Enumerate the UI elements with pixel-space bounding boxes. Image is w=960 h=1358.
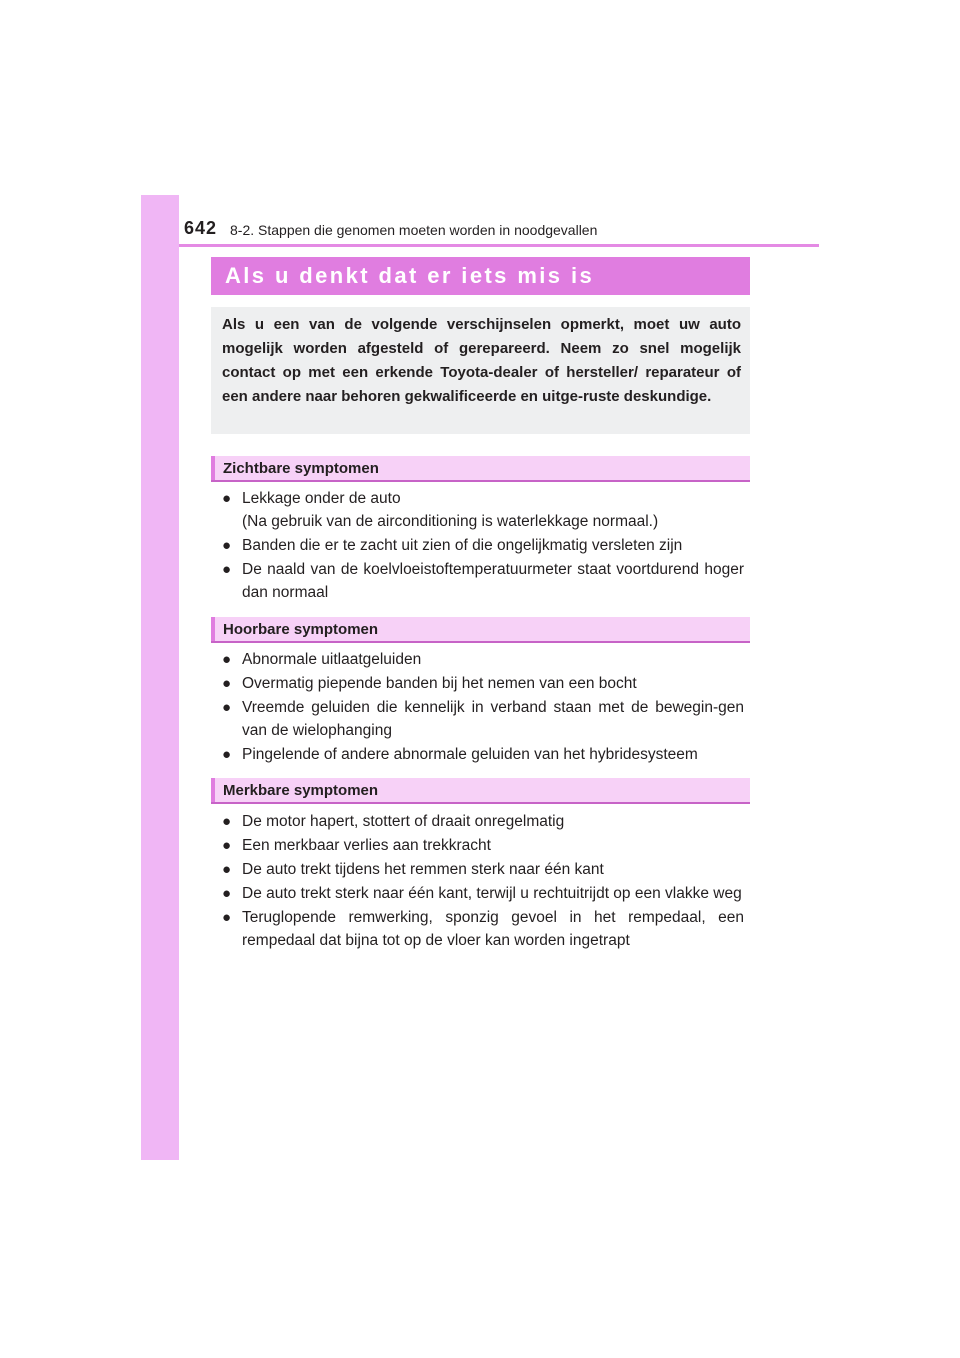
list-item-text: Teruglopende remwerking, sponzig gevoel in het rempedaal, een rempedaal dat bijna tot op de vloer kan worden ingetrapt: [242, 909, 744, 949]
list-item: [222, 834, 744, 857]
bullet-icon: ●: [222, 537, 232, 554]
list-item-text: Vreemde geluiden die kennelijk in verband staan met de bewegin-gen van de wielophanging: [242, 699, 744, 739]
chapter-side-band: [141, 195, 179, 1160]
list-item-text: De auto trekt sterk naar één kant, terwijl u rechtuitrijdt op een vlakke weg: [242, 885, 742, 902]
bullet-list-audible: [222, 648, 744, 767]
bullet-list-noticeable: [222, 810, 744, 953]
subheader-noticeable-symptoms: [211, 778, 750, 804]
header-divider: [179, 244, 819, 247]
list-item-text: Een merkbaar verlies aan trekkracht: [242, 837, 491, 854]
bullet-icon: ●: [222, 885, 232, 902]
bullet-list-visible: [222, 487, 744, 605]
bullet-icon: ●: [222, 746, 232, 763]
list-item: [222, 534, 744, 557]
bullet-icon: ●: [222, 651, 232, 668]
bullet-icon: ●: [222, 675, 232, 692]
list-item-text: De motor hapert, stottert of draait onregelmatig: [242, 813, 565, 830]
list-item-text: Lekkage onder de auto (Na gebruik van de airconditioning is waterlekkage normaal.): [242, 490, 659, 530]
bullet-icon: ●: [222, 909, 232, 926]
bullet-icon: ●: [222, 813, 232, 830]
subheader-title: Merkbare symptomen: [223, 782, 379, 799]
list-item: [222, 858, 744, 881]
subheader-visible-symptoms: [211, 456, 750, 482]
list-item: [222, 558, 744, 604]
list-item: [222, 696, 744, 742]
subheader-title: Zichtbare symptomen: [223, 460, 379, 477]
page-number: 642: [184, 218, 218, 238]
bullet-icon: ●: [222, 837, 232, 854]
list-item-text: De auto trekt tijdens het remmen sterk naar één kant: [242, 861, 604, 878]
list-item-text: Overmatig piepende banden bij het nemen van een bocht: [242, 675, 637, 692]
list-item: [222, 810, 744, 833]
list-item: [222, 487, 744, 533]
bullet-icon: ●: [222, 561, 232, 578]
bullet-icon: ●: [222, 699, 232, 716]
list-item-text: Pingelende of andere abnormale geluiden van het hybridesysteem: [242, 746, 698, 763]
list-item: [222, 882, 744, 905]
list-item: [222, 672, 744, 695]
list-item-text: Abnormale uitlaatgeluiden: [242, 651, 422, 668]
bullet-icon: ●: [222, 490, 232, 507]
intro-text: Als u een van de volgende verschijnselen opmerkt, moet uw auto mogelijk worden afgesteld of gerepareerd. Neem zo snel mogelijk contact op met een erkende Toyota-dealer of hersteller/ reparateur of een andere naar behoren gekwalificeerde en uitge-ruste deskundige.: [222, 316, 741, 405]
section-title: Als u denkt dat er iets mis is: [225, 263, 595, 288]
list-item: [222, 648, 744, 671]
list-item: [222, 906, 744, 952]
list-item-text: De naald van de koelvloeistoftemperatuurmeter staat voortdurend hoger dan normaal: [242, 561, 744, 601]
subheader-title: Hoorbare symptomen: [223, 621, 379, 638]
subheader-audible-symptoms: [211, 617, 750, 643]
list-item: [222, 743, 744, 766]
list-item-text: Banden die er te zacht uit zien of die ongelijkmatig versleten zijn: [242, 537, 683, 554]
chapter-title: 8-2. Stappen die genomen moeten worden in noodgevallen: [230, 222, 598, 238]
bullet-icon: ●: [222, 861, 232, 878]
